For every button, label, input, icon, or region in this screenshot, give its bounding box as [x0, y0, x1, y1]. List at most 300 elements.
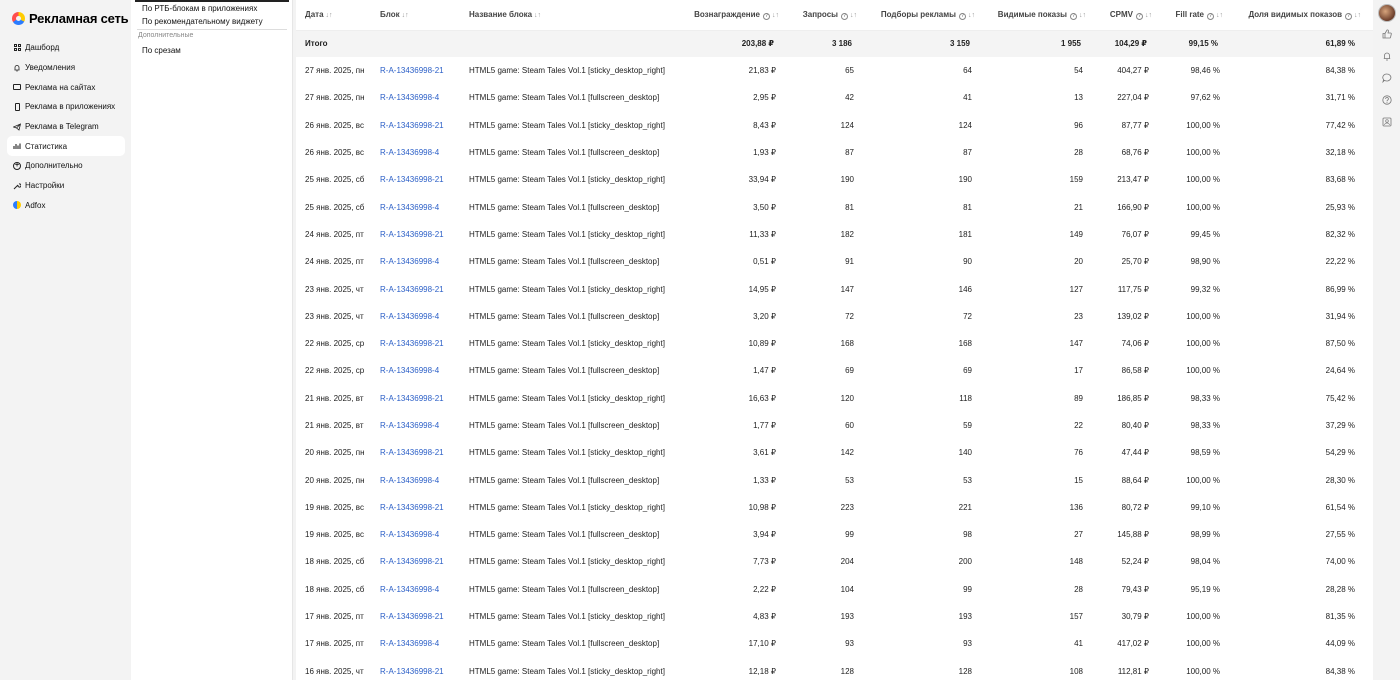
cell-visible-share: 84,38 %: [1325, 66, 1355, 76]
cell-fill-rate: 100,00 %: [1186, 339, 1220, 349]
column-header-visible-share[interactable]: Доля видимых показов ? ↓↑: [1223, 0, 1373, 30]
cell-visible: 136: [1069, 502, 1083, 512]
cell-cpmv: 80,40 ₽: [1121, 421, 1149, 430]
cell-fill-rate: 98,33 %: [1190, 421, 1220, 430]
cell-visible: 108: [1069, 666, 1083, 676]
sidebar-item-label: Настройки: [25, 181, 65, 191]
table-row: [296, 412, 1373, 439]
cell-visible: 96: [1074, 120, 1083, 130]
cell-block-name: HTML5 game: Steam Tales Vol.1 [sticky_desktop_right]: [469, 339, 665, 349]
cell-matches: 181: [958, 229, 972, 239]
cell-requests: 93: [845, 639, 854, 649]
cell-cpmv: 88,64 ₽: [1121, 475, 1149, 485]
column-header-date[interactable]: Дата ↓↑: [296, 0, 380, 30]
cell-date: 20 янв. 2025, пн: [305, 448, 365, 458]
cell-cpmv: 86,58 ₽: [1121, 366, 1149, 376]
logo[interactable]: [12, 11, 128, 26]
table-row: [296, 303, 1373, 330]
cell-reward: 1,77 ₽: [753, 421, 776, 430]
cell-block-id[interactable]: R-A-13436998-4: [380, 421, 440, 430]
cell-reward: 1,33 ₽: [753, 475, 776, 485]
cell-fill-rate: 98,46 %: [1190, 66, 1220, 76]
phone-icon: [13, 103, 21, 111]
cell-block-name: HTML5 game: Steam Tales Vol.1 [fullscreen_desktop]: [469, 202, 660, 212]
cell-cpmv: 117,75 ₽: [1117, 284, 1149, 294]
sidebar-item-telegram[interactable]: [7, 117, 125, 137]
cell-matches: 81: [963, 202, 972, 212]
cell-block-id[interactable]: R-A-13436998-21: [380, 448, 444, 458]
table-row: [296, 603, 1373, 630]
cell-cpmv: 47,44 ₽: [1121, 448, 1149, 458]
adfox-icon: [13, 201, 21, 209]
cell-cpmv: 404,27 ₽: [1117, 66, 1149, 76]
total-reward: 203,88 ₽: [669, 30, 779, 57]
cell-visible: 28: [1074, 148, 1083, 158]
cell-block-name: HTML5 game: Steam Tales Vol.1 [fullscreen_desktop]: [469, 530, 660, 540]
cell-date: 22 янв. 2025, ср: [305, 366, 365, 376]
bell-icon[interactable]: [1382, 51, 1392, 61]
cell-cpmv: 227,04 ₽: [1117, 93, 1149, 103]
cell-block-id[interactable]: R-A-13436998-21: [380, 502, 444, 512]
cell-block-name: HTML5 game: Steam Tales Vol.1 [sticky_desktop_right]: [469, 666, 665, 676]
sort-icon: ↓↑: [1145, 11, 1152, 19]
cell-reward: 11,33 ₽: [749, 229, 776, 239]
help-icon[interactable]: ?: [764, 12, 769, 19]
cell-matches: 98: [963, 530, 972, 540]
cell-cpmv: 145,88 ₽: [1117, 530, 1149, 540]
cell-date: 20 янв. 2025, пн: [305, 475, 365, 485]
cell-block-name: HTML5 game: Steam Tales Vol.1 [sticky_desktop_right]: [469, 393, 665, 403]
cell-date: 21 янв. 2025, вт: [305, 421, 364, 430]
cell-cpmv: 80,72 ₽: [1121, 502, 1149, 512]
cell-reward: 3,61 ₽: [753, 448, 776, 458]
total-fill-rate: 99,15 %: [1152, 30, 1223, 57]
sidebar-item-label: Реклама в Telegram: [25, 122, 99, 132]
cell-reward: 12,18 ₽: [748, 666, 776, 676]
sort-icon: ↓↑: [968, 11, 975, 19]
cell-date: 17 янв. 2025, пт: [305, 612, 364, 622]
sort-icon: ↓↑: [401, 12, 409, 20]
column-header-requests[interactable]: Запросы ? ↓↑: [779, 0, 857, 30]
statistics-table: [296, 0, 1373, 680]
table-row: [296, 139, 1373, 166]
column-header-cpmv[interactable]: CPMV ? ↓↑: [1086, 0, 1152, 30]
cell-fill-rate: 98,90 %: [1190, 257, 1220, 267]
cell-requests: 193: [840, 612, 854, 622]
cell-matches: 200: [958, 557, 972, 567]
cell-block-id[interactable]: R-A-13436998-21: [380, 284, 444, 294]
cell-fill-rate: 98,99 %: [1190, 530, 1220, 540]
cell-date: 27 янв. 2025, пн: [305, 66, 365, 76]
cell-visible-share: 82,32 %: [1325, 229, 1355, 239]
column-header-reward[interactable]: Вознаграждение ? ↓↑: [669, 0, 779, 30]
cell-block-name: HTML5 game: Steam Tales Vol.1 [sticky_desktop_right]: [469, 557, 665, 567]
right-rail: [1373, 0, 1400, 680]
cell-block-id[interactable]: R-A-13436998-4: [380, 639, 440, 649]
cell-requests: 104: [840, 584, 854, 594]
table-row: [296, 57, 1373, 84]
cell-matches: 124: [958, 120, 972, 130]
cell-reward: 3,50 ₽: [753, 202, 776, 212]
sidebar-item-label: Дополнительно: [25, 161, 83, 171]
cell-matches: 59: [963, 421, 972, 430]
table-row: [296, 275, 1373, 302]
table-row: [296, 221, 1373, 248]
submenu-item-slices[interactable]: По срезам: [142, 46, 181, 55]
help-icon[interactable]: ?: [1137, 12, 1142, 19]
table-row: [296, 630, 1373, 657]
sidebar-item-statistics[interactable]: [7, 136, 125, 156]
cell-block-name: HTML5 game: Steam Tales Vol.1 [sticky_desktop_right]: [469, 175, 665, 185]
sort-icon: ↓↑: [1354, 11, 1361, 19]
cell-visible-share: 37,29 %: [1325, 421, 1355, 430]
table-row: [296, 576, 1373, 603]
cell-cpmv: 25,70 ₽: [1121, 257, 1149, 267]
cell-requests: 87: [845, 148, 854, 158]
cell-date: 26 янв. 2025, вс: [305, 148, 364, 158]
cell-date: 27 янв. 2025, пн: [305, 93, 365, 103]
cell-block-name: HTML5 game: Steam Tales Vol.1 [sticky_desktop_right]: [469, 66, 665, 76]
cell-block-id[interactable]: R-A-13436998-21: [380, 175, 444, 185]
monitor-icon: [13, 83, 21, 91]
cell-matches: 90: [963, 257, 972, 267]
cell-block-name: HTML5 game: Steam Tales Vol.1 [fullscreen_desktop]: [469, 93, 660, 103]
cell-block-name: HTML5 game: Steam Tales Vol.1 [fullscreen_desktop]: [469, 257, 660, 267]
cell-matches: 118: [959, 393, 972, 403]
cell-fill-rate: 99,32 %: [1190, 284, 1220, 294]
cell-block-name: HTML5 game: Steam Tales Vol.1 [sticky_desktop_right]: [469, 229, 665, 239]
cell-date: 19 янв. 2025, вс: [305, 502, 364, 512]
cell-block-name: HTML5 game: Steam Tales Vol.1 [fullscreen_desktop]: [469, 421, 660, 430]
sort-icon: ↓↑: [772, 11, 779, 19]
cell-visible-share: 86,99 %: [1325, 284, 1355, 294]
cell-visible: 149: [1069, 229, 1083, 239]
cell-date: 16 янв. 2025, чт: [305, 666, 364, 676]
avatar[interactable]: [1378, 4, 1396, 22]
cell-visible-share: 31,71 %: [1325, 93, 1355, 103]
cell-fill-rate: 100,00 %: [1186, 639, 1220, 649]
cell-date: 26 янв. 2025, вс: [305, 120, 364, 130]
cell-visible-share: 25,93 %: [1325, 202, 1355, 212]
table-row: [296, 385, 1373, 412]
cell-block-id[interactable]: R-A-13436998-4: [380, 475, 440, 485]
cell-requests: 69: [845, 366, 854, 376]
cell-block-id[interactable]: R-A-13436998-21: [380, 339, 444, 349]
cell-requests: 223: [840, 502, 854, 512]
sort-icon: ↓↑: [850, 11, 857, 19]
cell-requests: 204: [840, 557, 854, 567]
cell-fill-rate: 99,45 %: [1190, 229, 1220, 239]
table-row: [296, 658, 1373, 680]
cell-reward: 21,83 ₽: [748, 66, 776, 76]
cell-visible-share: 24,64 %: [1325, 366, 1355, 376]
cell-block-name: HTML5 game: Steam Tales Vol.1 [fullscreen_desktop]: [469, 311, 660, 321]
cell-reward: 10,98 ₽: [748, 502, 776, 512]
cell-cpmv: 79,43 ₽: [1121, 584, 1149, 594]
sort-icon: ↓↑: [1216, 11, 1223, 19]
cell-visible: 147: [1069, 339, 1083, 349]
sidebar-item-notifications[interactable]: [7, 58, 125, 78]
cell-reward: 3,94 ₽: [753, 530, 776, 540]
cell-block-name: HTML5 game: Steam Tales Vol.1 [fullscreen_desktop]: [469, 639, 660, 649]
cell-fill-rate: 100,00 %: [1186, 148, 1220, 158]
cell-cpmv: 186,85 ₽: [1117, 393, 1149, 403]
cell-block-name: HTML5 game: Steam Tales Vol.1 [sticky_desktop_right]: [469, 284, 665, 294]
cell-fill-rate: 97,62 %: [1190, 93, 1220, 103]
submenu-active-indicator: [135, 0, 289, 2]
sidebar-item-settings[interactable]: [7, 176, 125, 196]
cell-matches: 168: [958, 339, 972, 349]
cell-requests: 42: [845, 93, 854, 103]
cell-block-id[interactable]: R-A-13436998-21: [380, 557, 444, 567]
cell-block-name: HTML5 game: Steam Tales Vol.1 [sticky_desktop_right]: [469, 502, 665, 512]
cell-cpmv: 166,90 ₽: [1117, 202, 1149, 212]
wrench-icon: [13, 182, 21, 190]
cell-block-name: HTML5 game: Steam Tales Vol.1 [fullscreen_desktop]: [469, 584, 660, 594]
cell-cpmv: 139,02 ₽: [1117, 311, 1149, 321]
cell-visible-share: 44,09 %: [1325, 639, 1355, 649]
cell-block-id[interactable]: R-A-13436998-4: [380, 257, 440, 267]
feedback-icon[interactable]: [1382, 117, 1392, 127]
logo-text: Рекламная сеть: [29, 11, 129, 26]
cell-visible: 41: [1074, 639, 1083, 649]
cell-visible-share: 61,54 %: [1325, 502, 1355, 512]
cell-date: 23 янв. 2025, чт: [305, 311, 364, 321]
thumbs-up-icon[interactable]: [1382, 29, 1392, 39]
cell-cpmv: 52,24 ₽: [1121, 557, 1149, 567]
cell-matches: 99: [963, 584, 972, 594]
cell-fill-rate: 100,00 %: [1186, 612, 1220, 622]
sidebar-item-sites[interactable]: [7, 77, 125, 97]
cell-block-id[interactable]: R-A-13436998-21: [380, 120, 444, 130]
cell-visible: 127: [1069, 284, 1083, 294]
table-header-row: [296, 0, 1373, 30]
cell-visible-share: 74,00 %: [1325, 557, 1355, 567]
cell-visible-share: 31,94 %: [1325, 311, 1355, 321]
cell-matches: 93: [963, 639, 972, 649]
table-row: [296, 84, 1373, 111]
cell-visible: 157: [1069, 612, 1083, 622]
table-row: [296, 357, 1373, 384]
cell-reward: 14,95 ₽: [748, 284, 776, 294]
cell-requests: 91: [845, 257, 854, 267]
sidebar-item-adfox[interactable]: [7, 196, 125, 216]
cell-date: 19 янв. 2025, вс: [305, 530, 364, 540]
column-header-visible[interactable]: Видимые показы ? ↓↑: [975, 0, 1086, 30]
cell-visible: 148: [1069, 557, 1083, 567]
table-row: [296, 112, 1373, 139]
cell-date: 25 янв. 2025, сб: [305, 202, 365, 212]
submenu-item-recommend-widget[interactable]: По рекомендательному виджету: [142, 17, 263, 26]
cell-matches: 53: [963, 475, 972, 485]
cell-cpmv: 112,81 ₽: [1117, 666, 1149, 676]
cell-visible: 15: [1074, 475, 1083, 485]
cell-matches: 72: [963, 311, 972, 321]
cell-requests: 53: [845, 475, 854, 485]
cell-reward: 8,43 ₽: [753, 120, 776, 130]
sort-icon: ↓↑: [1079, 11, 1086, 19]
help-icon[interactable]: ?: [1071, 12, 1076, 19]
cell-visible: 21: [1074, 202, 1083, 212]
cell-fill-rate: 100,00 %: [1186, 120, 1220, 130]
sidebar-item-label: Реклама на сайтах: [25, 82, 96, 92]
cell-cpmv: 87,77 ₽: [1121, 120, 1149, 130]
cell-block-id[interactable]: R-A-13436998-4: [380, 93, 440, 103]
cell-date: 18 янв. 2025, сб: [305, 557, 365, 567]
cell-visible-share: 28,30 %: [1325, 475, 1355, 485]
cell-requests: 99: [845, 530, 854, 540]
cell-matches: 128: [958, 666, 972, 676]
cell-block-id[interactable]: R-A-13436998-4: [380, 311, 440, 321]
cell-date: 24 янв. 2025, пт: [305, 229, 364, 239]
help-icon[interactable]: ?: [960, 12, 965, 19]
sidebar-nav: [7, 38, 125, 215]
table-row: [296, 248, 1373, 275]
cell-visible: 13: [1074, 93, 1083, 103]
cell-visible-share: 77,42 %: [1325, 120, 1355, 130]
sidebar-item-apps[interactable]: [7, 97, 125, 117]
cell-requests: 147: [840, 284, 854, 294]
cell-matches: 69: [963, 366, 972, 376]
table-row: [296, 330, 1373, 357]
cell-requests: 168: [840, 339, 854, 349]
sidebar-item-additional[interactable]: [7, 156, 125, 176]
total-cpmv: 104,29 ₽: [1086, 30, 1152, 57]
cell-requests: 81: [845, 202, 854, 212]
cell-visible-share: 32,18 %: [1325, 148, 1355, 158]
cell-block-id[interactable]: R-A-13436998-4: [380, 530, 440, 540]
chart-icon: [13, 142, 21, 150]
cell-date: 24 янв. 2025, пт: [305, 257, 364, 267]
cell-reward: 3,20 ₽: [753, 311, 776, 321]
column-header-block[interactable]: Блок ↓↑: [380, 0, 469, 30]
cell-fill-rate: 98,59 %: [1190, 448, 1220, 458]
help-icon[interactable]: ?: [1346, 12, 1351, 19]
cell-fill-rate: 99,10 %: [1190, 502, 1220, 512]
cell-block-id[interactable]: R-A-13436998-4: [380, 366, 440, 376]
help-icon[interactable]: [1382, 95, 1392, 105]
cell-reward: 17,10 ₽: [748, 639, 776, 649]
cell-block-id[interactable]: R-A-13436998-21: [380, 66, 444, 76]
cell-fill-rate: 100,00 %: [1186, 666, 1220, 676]
cell-visible: 28: [1074, 584, 1083, 594]
cell-visible-share: 54,29 %: [1325, 448, 1355, 458]
cell-date: 23 янв. 2025, чт: [305, 284, 364, 294]
cell-cpmv: 417,02 ₽: [1117, 639, 1149, 649]
statistics-submenu: [131, 0, 293, 680]
cell-visible: 27: [1074, 530, 1083, 540]
cell-block-name: HTML5 game: Steam Tales Vol.1 [fullscreen_desktop]: [469, 366, 660, 376]
table-row: [296, 521, 1373, 548]
sidebar-item-label: Статистика: [25, 141, 68, 151]
cell-requests: 120: [840, 393, 854, 403]
cell-date: 18 янв. 2025, сб: [305, 584, 365, 594]
cell-fill-rate: 100,00 %: [1186, 475, 1220, 485]
sidebar-item-label: Реклама в приложениях: [25, 102, 116, 112]
dashboard-icon: [13, 44, 21, 52]
cell-block-id[interactable]: R-A-13436998-4: [380, 202, 440, 212]
cell-reward: 1,93 ₽: [753, 148, 776, 158]
cell-block-name: HTML5 game: Steam Tales Vol.1 [sticky_desktop_right]: [469, 612, 665, 622]
total-visible: 1 955: [975, 30, 1086, 57]
cell-fill-rate: 100,00 %: [1186, 311, 1220, 321]
total-matches: 3 159: [857, 30, 975, 57]
cell-matches: 193: [958, 612, 972, 622]
cell-requests: 190: [840, 175, 854, 185]
column-header-fill-rate[interactable]: Fill rate ? ↓↑: [1152, 0, 1223, 30]
cell-block-id[interactable]: R-A-13436998-4: [380, 584, 440, 594]
sort-icon: ↓↑: [534, 12, 542, 20]
cell-fill-rate: 95,19 %: [1190, 584, 1220, 594]
help-icon[interactable]: ?: [1208, 12, 1213, 19]
cell-reward: 10,89 ₽: [748, 339, 776, 349]
sidebar-item-label: Adfox: [25, 200, 46, 210]
cell-block-name: HTML5 game: Steam Tales Vol.1 [fullscreen_desktop]: [469, 475, 660, 485]
cell-cpmv: 68,76 ₽: [1121, 148, 1149, 158]
cell-visible-share: 27,55 %: [1325, 530, 1355, 540]
cell-reward: 2,95 ₽: [753, 93, 776, 103]
cell-visible-share: 22,22 %: [1325, 257, 1355, 267]
sidebar-item-dashboard[interactable]: [7, 38, 125, 58]
total-label: Итого: [296, 30, 380, 57]
cell-block-id[interactable]: R-A-13436998-4: [380, 148, 440, 158]
cell-matches: 41: [963, 93, 972, 103]
cell-requests: 142: [840, 448, 854, 458]
cell-requests: 60: [845, 421, 854, 430]
statistics-table-container: [296, 0, 1373, 680]
cell-cpmv: 74,06 ₽: [1121, 339, 1149, 349]
cell-block-id[interactable]: R-A-13436998-21: [380, 393, 444, 403]
cell-visible-share: 87,50 %: [1325, 339, 1355, 349]
chat-icon[interactable]: [1382, 73, 1392, 83]
cell-cpmv: 76,07 ₽: [1121, 229, 1149, 239]
submenu-item-rtb-apps[interactable]: По РТБ-блокам в приложениях: [142, 4, 258, 13]
cell-reward: 16,63 ₽: [748, 393, 776, 403]
cell-visible: 22: [1074, 421, 1083, 430]
total-requests: 3 186: [779, 30, 857, 57]
cell-visible: 159: [1069, 175, 1083, 185]
cell-cpmv: 213,47 ₽: [1117, 175, 1149, 185]
cell-matches: 190: [958, 175, 972, 185]
total-visible-share: 61,89 %: [1223, 30, 1373, 57]
table-row: [296, 494, 1373, 521]
cell-fill-rate: 98,33 %: [1190, 393, 1220, 403]
cell-visible: 17: [1074, 366, 1083, 376]
cell-fill-rate: 100,00 %: [1186, 202, 1220, 212]
cell-block-id[interactable]: R-A-13436998-21: [380, 612, 444, 622]
help-icon[interactable]: ?: [842, 12, 847, 19]
cell-date: 21 янв. 2025, вт: [305, 393, 364, 403]
cell-requests: 182: [840, 229, 854, 239]
cell-visible: 89: [1074, 393, 1083, 403]
cell-cpmv: 30,79 ₽: [1121, 612, 1149, 622]
column-header-matches[interactable]: Подборы рекламы ? ↓↑: [857, 0, 975, 30]
column-header-block-name[interactable]: Название блока ↓↑: [469, 0, 669, 30]
cell-block-id[interactable]: R-A-13436998-21: [380, 666, 444, 676]
cell-visible: 23: [1074, 311, 1083, 321]
cell-date: 22 янв. 2025, ср: [305, 339, 365, 349]
cell-block-name: HTML5 game: Steam Tales Vol.1 [fullscreen_desktop]: [469, 148, 660, 158]
sidebar: [0, 0, 131, 680]
plus-circle-icon: +: [14, 161, 20, 169]
cell-matches: 140: [958, 448, 972, 458]
cell-matches: 64: [963, 66, 972, 76]
telegram-icon: [13, 123, 21, 131]
cell-reward: 33,94 ₽: [748, 175, 776, 185]
table-total-row: [296, 30, 1373, 57]
submenu-divider: [137, 29, 287, 30]
cell-block-id[interactable]: R-A-13436998-21: [380, 229, 444, 239]
